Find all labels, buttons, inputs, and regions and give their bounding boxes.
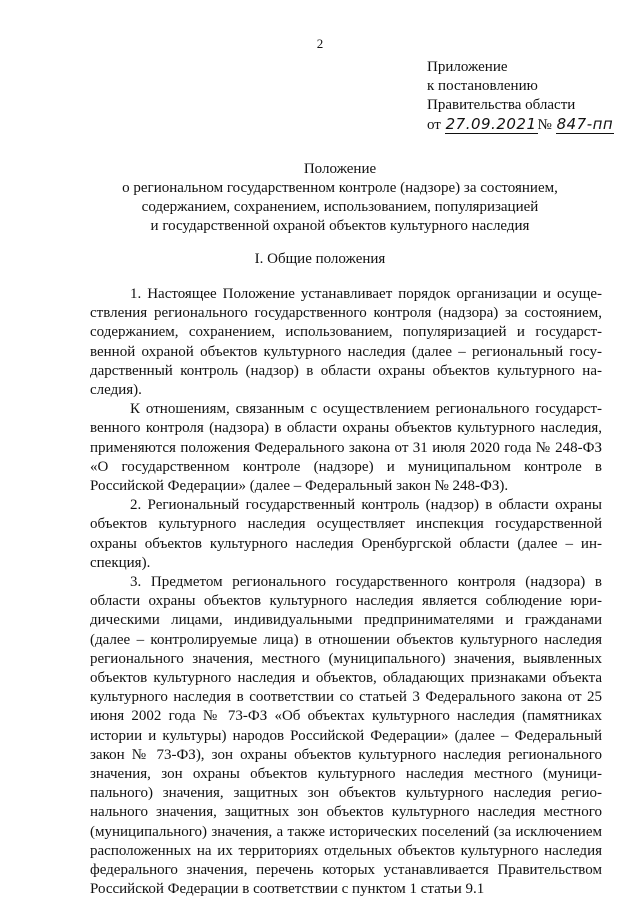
title-line-2: о региональном государственном контроле (надзоре) за состоянием, (122, 180, 558, 196)
appendix-block (427, 58, 627, 135)
title-line-4: и государственной охраной объектов культурного наследия (150, 218, 530, 234)
paragraph-3: 2. Региональный государственный контроль (надзор) в области охраны объектов культурного наследия осуществляет инспекция государственной охраны объектов культурного наследия Оренбургской области (далее – инспекция). (90, 497, 602, 571)
document-title (80, 160, 600, 236)
appendix-number: 847-пп (556, 115, 614, 133)
body-text (90, 285, 602, 900)
paragraph-2: К отношениям, связанным с осуществлением регионального государственного контроля (надзора) в области охраны объектов культурного наследия, применяются положения Федерального закона от 31 июля 2020 года № 248-ФЗ «О государственном контроле (надзоре) и муниципальном контроле в Российской Федерации» (далее – Федеральный закон № 248-ФЗ). (90, 401, 602, 495)
appendix-date-line (427, 115, 627, 135)
section-heading: I. Общие положения (254, 251, 386, 267)
title-line-3: содержанием, сохранением, использованием, популяризацией (141, 199, 539, 215)
title-line-1: Положение (303, 161, 377, 177)
appendix-line-1: Приложение (427, 59, 508, 75)
appendix-line-2: к постановлению (427, 78, 538, 94)
appendix-number-sign: № (537, 117, 552, 133)
appendix-date: 27.09.2021 (445, 115, 537, 133)
page-number: 2 (316, 36, 324, 51)
paragraph-4: 3. Предметом регионального государственного контроля (надзора) в области охраны объектов культурного наследия является соблюдение юридическими лицами, индивидуальными предпринимателями и гражданами (далее – контролируемые лица) в отношении объектов культурного наследия регионального значения, местного (муниципального) значения, выявленных объектов культурного наследия и объектов, обладающих признаками объекта культурного наследия в соответствии со статьей 3 Федерального закона от 25 июня 2002 года № 73-ФЗ «Об объектах культурного наследия (памятниках истории и культуры) народов Российской Федерации» (далее – Федеральный закон № 73-ФЗ), зон охраны объектов культурного наследия регионального значения, зон охраны объектов культурного наследия местного (муниципального) значения, защитных зон объектов культурного наследия регионального значения, защитных зон объектов культурного наследия местного (муниципального) значения, а также исторических поселений (за исключением расположенных на их территориях отдельных объектов культурного наследия федерального значения, перечень которых устанавливается Правительством Российской Федерации в соответствии с пунктом 1 статьи 9.1 (90, 574, 602, 898)
paragraph-1: 1. Настоящее Положение устанавливает порядок организации и осуществления регионального государственного контроля (надзора) за состоянием, содержанием, сохранением, использованием, популяризацией и государственной охраной объектов культурного наследия (далее – региональный государственный контроль (надзор) в области охраны объектов культурного наследия). (90, 286, 602, 399)
appendix-from-prefix: от (427, 117, 441, 133)
appendix-line-3: Правительства области (427, 97, 576, 113)
